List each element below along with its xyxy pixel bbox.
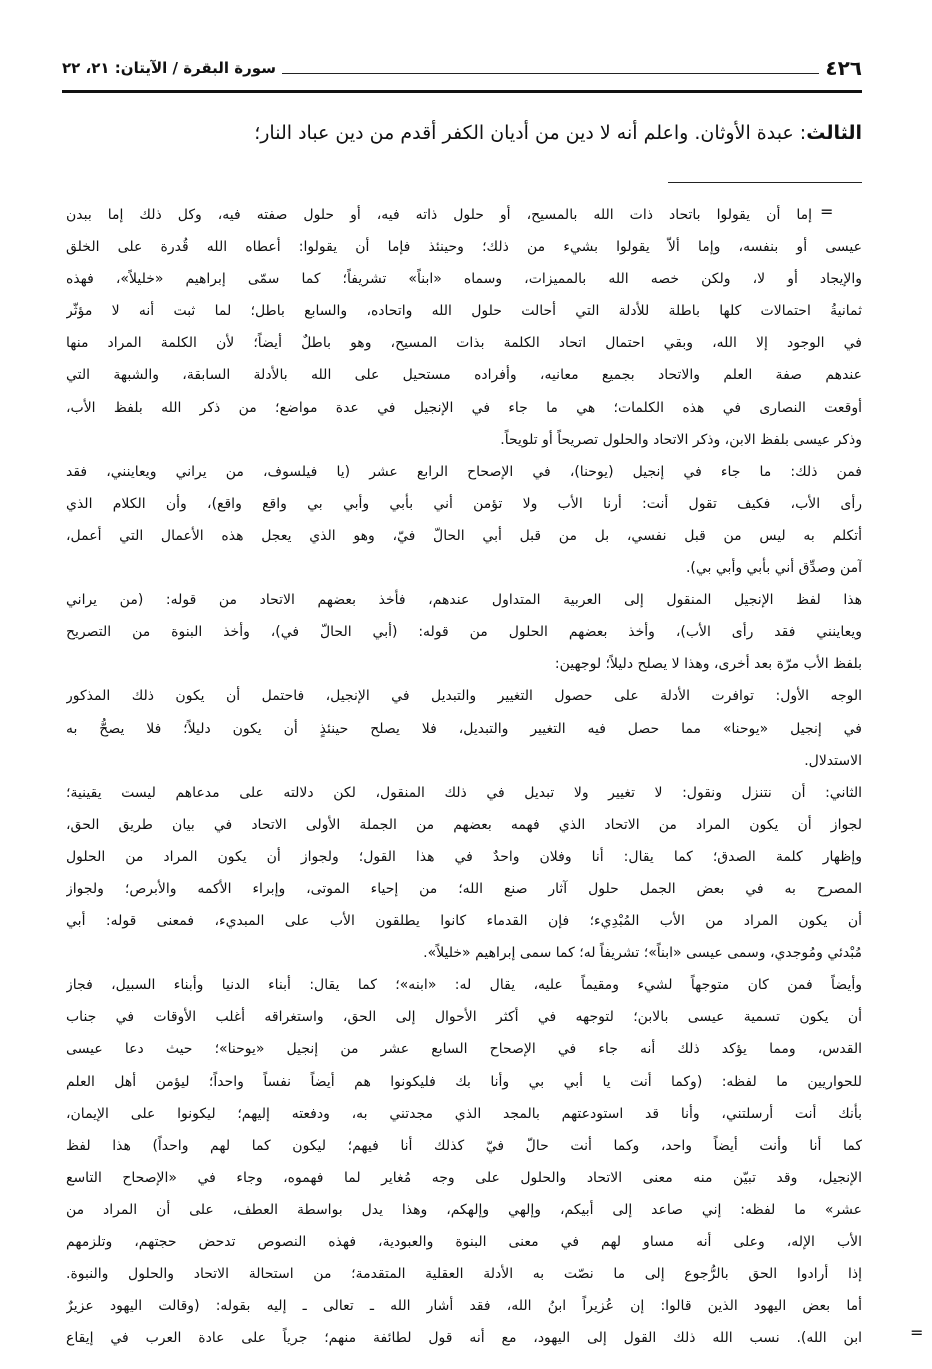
footnote-line: أن يكون تسمية عيسى بالابن؛ لتوجهه في أكثر الأحوال إلى الحق، واستغراقه أغلب الأوقات في جناب	[66, 1009, 862, 1026]
footnote-separator	[668, 182, 862, 183]
running-title: سورة البقرة / الآيتان: ٢١، ٢٢	[62, 59, 276, 77]
footnote-line: كما أنا وأنت أيضاً واحد، وكما أنت حالّ فيّ كذلك أنا فيهم؛ ليكون كما لهم واحداً) هذا لفظ	[66, 1137, 862, 1154]
footnote-line: لجواز أن يكون المراد من الاتحاد الذي فهمه بعضهم من الجملة الأولى الاتحاد في بيان طريق الحق،	[66, 816, 862, 833]
footnote-line: عشر» ما لفظه: إني صاعد إلى أبيكم، وإلهي وإلهكم، وهذا يدل بواسطة العطف، على أن المراد من	[66, 1201, 862, 1218]
footnote-body	[66, 199, 862, 1354]
footnote-line: الإنجيل، وقد تبيّن منه معنى الاتحاد والحلول على وجه مُغاير لما فهموه، وجاء في «الإصحاح التاسع	[66, 1169, 862, 1186]
footnote-line: ويعاينني فقد رأى الأب)، وأخذ بعضهم الحلول من قوله: (أبي الحالّ في)، وأخذ البنوة من التصريح	[66, 624, 862, 641]
footnote-line: الاستدلال.	[804, 752, 862, 769]
running-header	[62, 52, 862, 84]
footnote-line: للحواريين ما لفظه: (وكما أنت يا أبي بي وأنا بك فليكونوا هم أيضاً نفساً واحداً؛ ليؤمن أهل العلم	[66, 1073, 862, 1090]
footnote-line: إذا أرادوا الحق بالرُّجوع إلى ما نصّت به الأدلة العقلية المتقدمة؛ من استحالة الاتحاد والحلول والنبوة.	[66, 1266, 862, 1283]
footnote-line: في الوجود إلا الله، وبقي احتمال اتحاد الكلمة بذات المسيح، وهو باطلٌ أيضاً؛ لأن الكلمة المراد منها	[66, 335, 862, 352]
footnote-line: في إنجيل «يوحنا» مما حصل فيه التغيير والتبديل، فلا يصلح حينئذٍ أن يكون دليلاً؛ فلا يصحُّ به	[66, 720, 862, 737]
continuation-mark-top: =	[820, 202, 834, 221]
header-leader-line	[282, 73, 819, 74]
footnote-line: وإظهار كلمة الصدق؛ كما يقال: أنا وفلان واحدٌ في هذا القول؛ ولجواز أن يكون المراد من الحلول	[66, 848, 862, 865]
header-rule	[62, 90, 862, 93]
footnote-line: أوقعت النصارى في هذه الكلمات؛ هي ما جاء في الإنجيل في عدة مواضع؛ من ذكر الله بلفظ الأب،	[66, 399, 862, 416]
footnote-line: وذكر عيسى بلفظ الابن، وذكر الاتحاد والحلول تصريحاً أو تلويحاً.	[500, 431, 862, 448]
footnote-line: إما أن يقولوا باتحاد ذات الله بالمسيح، أو حلول ذاته فيه، أو حلول صفته فيه، وكل ذلك إما ببدن	[66, 207, 812, 223]
footnote-line: الأب الإله، وعلى أنه مساو لهم في معنى البنوة والعبودية، فهذه النصوص تدحض حجتهم، وتلزمهم	[66, 1234, 862, 1250]
footnote-line: المصرح به في بعض الجمل حلول آثار صنع الله؛ من إحياء الموتى، وإبراء الأكمه والأبرص؛ ولجواز	[66, 880, 862, 897]
footnote-line: رأى الأب، فكيف تقول أنت: أرنا الأب ولا تؤمن أني بأبي وأبي بي واقع واقع)، وأن الكلام الذي	[66, 495, 862, 512]
footnote-line: مُبْدئي ومُوجدي، وسمى عيسى «ابناً»؛ تشريفاً له؛ كما سمى إبراهيم «خليلاً».	[423, 945, 862, 962]
footnote-line: الثاني: أن نتنزل ونقول: لا تغيير ولا تبديل في ذلك المنقول، لكن دلالته على مدعاهم ليست يقينية؛	[66, 784, 862, 801]
footnote-line: ثمانيةُ احتمالات كلها باطلة للأدلة التي أحالت حلول الله واتحاده، والسابع باطل؛ لما ثبت أنه لا مؤثّر	[66, 303, 862, 320]
footnote-line: هذا لفظ الإنجيل المنقول إلى العربية المتداول عندهم، فأخذ بعضهم الاتحاد من قوله: (من يراني	[66, 592, 862, 609]
page-number: ٤٢٦	[825, 56, 862, 80]
footnote-line: بأنك أنت أرسلتني، وأنا قد استودعتهم بالمجد الذي مجدتني به، ودفعته إليهم؛ ليكونوا على الإيمان،	[66, 1105, 862, 1122]
footnote-line: الوجه الأول: توافرت الأدلة على حصول التغيير والتبديل في الإنجيل، فاحتمل أن يكون ذلك المذكور	[66, 688, 862, 705]
footnote-line: عندهم صفة العلم والاتحاد بجميع معانيه، وأفراده مستحيل على الله بالأدلة السابقة، والشبهة التي	[66, 367, 862, 384]
main-text	[62, 122, 862, 144]
footnote-line: القدس، ومما يؤكد ذلك أنه جاء في الإصحاح السابع عشر من إنجيل «يوحنا»؛ حيث دعا عيسى	[66, 1041, 862, 1058]
footnote-line: ابن الله). نسب الله ذلك القول إلى اليهود، مع أنه قول لطائفة منهم؛ جرياً على عادة العرب في إيقاع	[66, 1330, 862, 1347]
footnote-line: وأيضاً فمن كان متوجهاً لشيء ومقيماً عليه، يقال له: «ابنه»؛ كما يقال: أبناء الدنيا وأبناء السبيل، فجاز	[66, 977, 862, 994]
footnote-line: آمن وصدِّق أني بأبي وأبي بي).	[685, 560, 862, 577]
main-text-lead: الثالث	[806, 122, 862, 144]
footnote-line: فمن ذلك: ما جاء في إنجيل (يوحنا)، في الإصحاح الرابع عشر (يا فيلسوف، من يراني ويعاينني، فقد	[66, 463, 862, 480]
footnote-line: أن يكون المراد من الأب المُبْدِيء؛ فإن القدماء كانوا يطلقون الأب على المبديء، فمعنى قوله: أبي	[66, 913, 862, 930]
footnote-line: أما بعض اليهود الذين قالوا: إن عُزيراً ابنُ الله، فقد أشار الله ـ تعالى ـ إليه بقوله: (وقالت اليهود عزيرٌ	[66, 1298, 862, 1315]
footnote-line: بلفظ الأب مرّة بعد أخرى، وهذا لا يصلح دليلاً؛ لوجهين:	[554, 656, 862, 673]
main-text-rest: : عبدة الأوثان. واعلم أنه لا دين من أديان الكفر أقدم من دين عباد النار؛	[254, 122, 807, 144]
footnote-line: عيسى أو بنفسه، وإما ألاّ يقولوا بشيء من ذلك؛ وحينئذ فإما أن يقولوا: أعطاه الله قُدرة على الخلق	[66, 239, 862, 256]
footnote-line: أتكلم به ليس من قبل نفسي، بل من قبل أبي الحالّ فيّ، وهو الذي يعجل هذه الأعمال التي أعمل،	[66, 527, 862, 544]
footnote-line: والإيجاد أو لا، ولكن خصه الله بالمميزات، وسماه «ابناً» تشريفاً؛ كما سمّى إبراهيم «خليلاً»، فهذه	[66, 271, 862, 288]
continuation-mark-bottom: =	[910, 1323, 924, 1342]
